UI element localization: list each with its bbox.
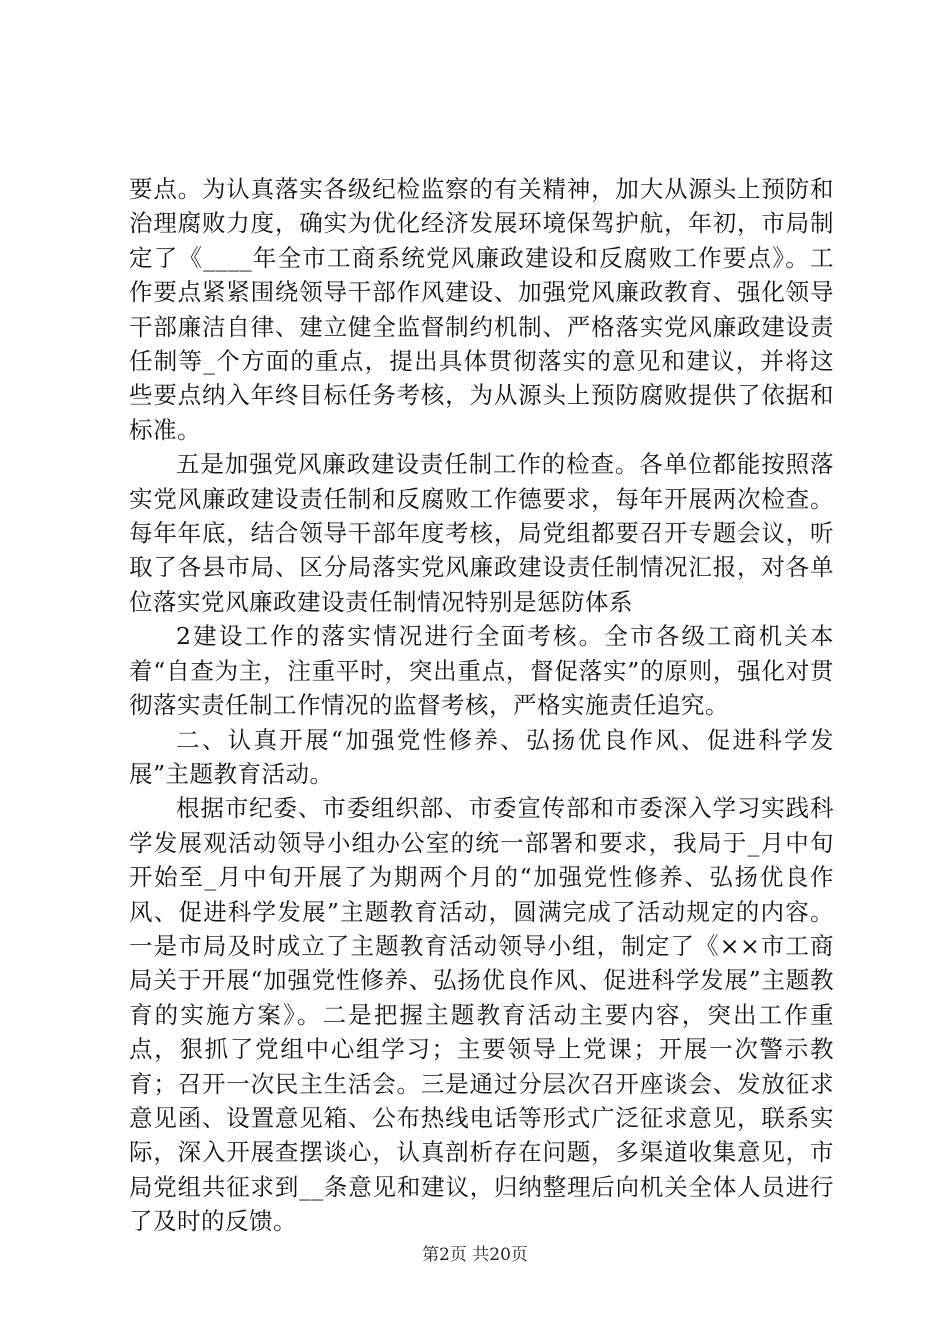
paragraph-continuation: 要点。为认真落实各级纪检监察的有关精神，加大从源头上预防和治理腐败力度，确实为优化经济发展环境保驾护航，年初，市局制定了《____年全市工商系统党风廉政建设和反腐败工作要点》。工作要点紧紧围绕领导干部作风建设、加强党风廉政教育、强化领导干部廉洁自律、建立健全监督制约机制、严格落实党风廉政建设责任制等_个方面的重点，提出具体贯彻落实的意见和建议，并将这些要点纳入年终目标任务考核，为从源头上预防腐败提供了依据和标准。 — [129, 175, 834, 444]
paragraph-assessment: 2建设工作的落实情况进行全面考核。全市各级工商机关本着“自查为主，注重平时，突出重点，督促落实”的原则，强化对贯彻落实责任制工作情况的监督考核，严格实施责任追究。 — [129, 622, 834, 720]
paragraph-education-activity: 根据市纪委、市委组织部、市委宣传部和市委深入学习实践科学发展观活动领导小组办公室的统一部署和要求，我局于_月中旬开始至_月中旬开展了为期两个月的“加强党性修养、弘扬优良作风、促进科学发展”主题教育活动，圆满完成了活动规定的内容。一是市局及时成立了主题教育活动领导小组，制定了《××市工商局关于开展“加强党性修养、弘扬优良作风、促进科学发展”主题教育的实施方案》。二是把握主题教育活动主要内容，突出工作重点，狠抓了党组中心组学习；主要领导上党课；开展一次警示教育；召开一次民主生活会。三是通过分层次召开座谈会、发放征求意见函、设置意见箱、公布热线电话等形式广泛征求意见，联系实际，深入开展查摆谈心，认真剖析存在问题，多渠道收集意见，市局党组共征求到__条意见和建议，归纳整理后向机关全体人员进行了及时的反馈。 — [129, 794, 834, 1236]
paragraph-inspection: 五是加强党风廉政建设责任制工作的检查。各单位都能按照落实党风廉政建设责任制和反腐败工作德要求，每年开展两次检查。每年年底，结合领导干部年度考核，局党组都要召开专题会议，听取了各县市局、区分局落实党风廉政建设责任制情况汇报，对各单位落实党风廉政建设责任制情况特别是惩防体系 — [129, 450, 834, 616]
document-body — [129, 172, 834, 1239]
section-heading-education: 二、认真开展“加强党性修养、弘扬优良作风、促进科学发展”主题教育活动。 — [129, 725, 834, 788]
page-number-footer: 第2页 共20页 — [422, 1245, 528, 1265]
